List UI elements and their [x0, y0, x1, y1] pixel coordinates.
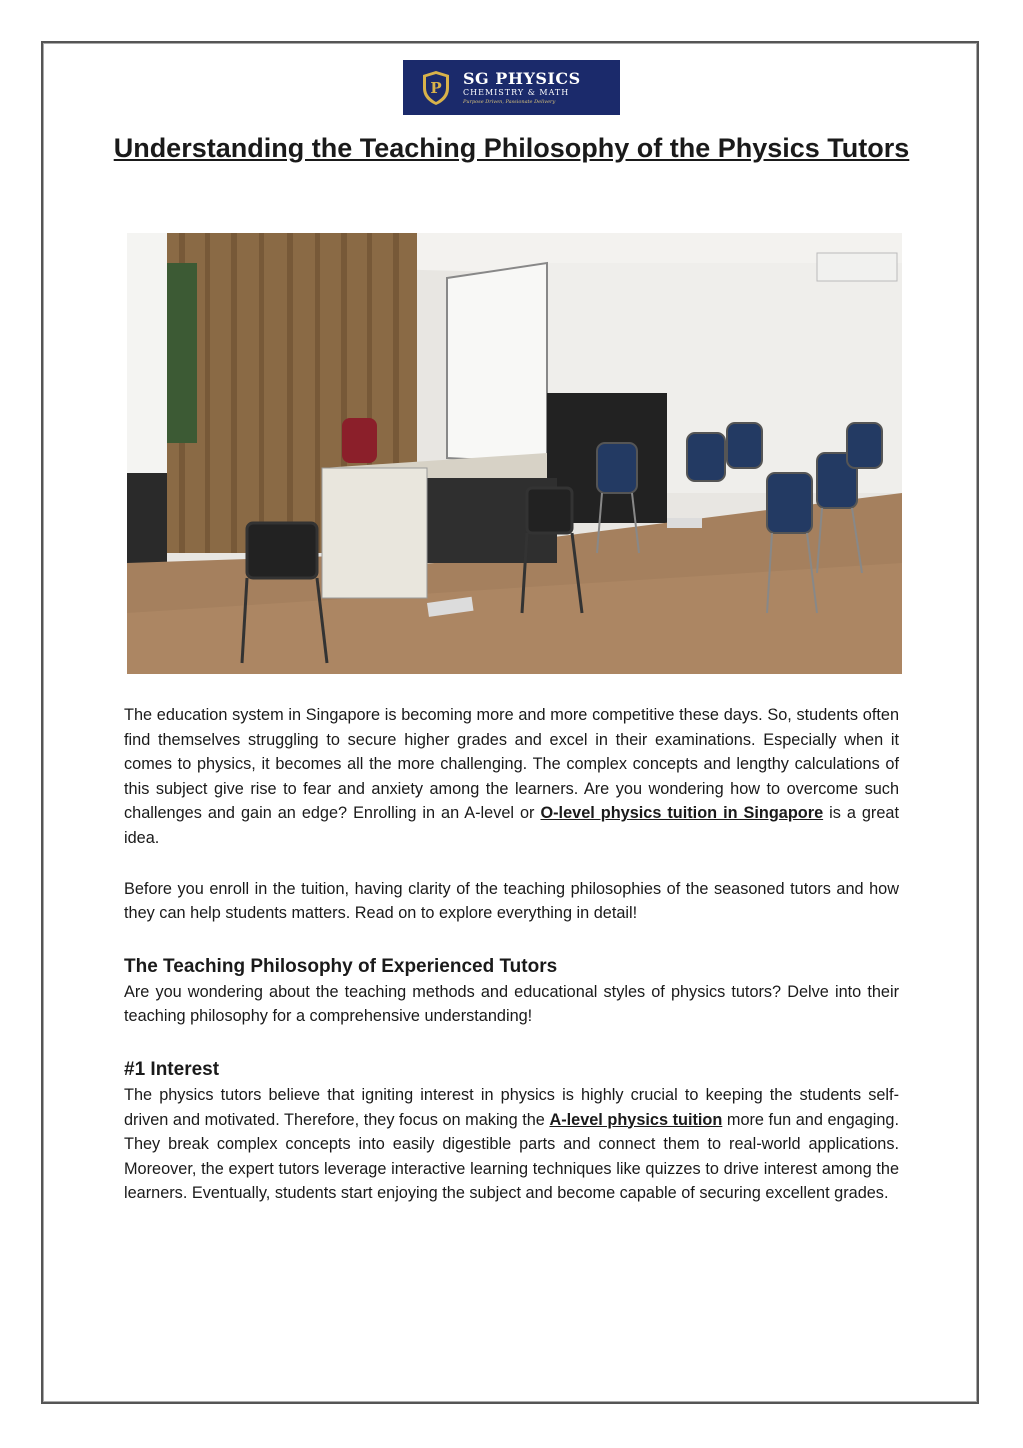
paragraph-interest-end: more fun and engaging. They break complex concepts into easily digestible parts and connect them to real-world applications. Moreover, the expert tutors leverage interactive learning techniques like quizzes to drive interest among the learners. Eventually, students start enjoying the subject and become capable of securing excellent grades.: [124, 1110, 900, 1203]
a-level-tuition-link[interactable]: A-level physics tuition: [549, 1110, 723, 1129]
logo-badge-letter: P: [430, 78, 442, 97]
paragraph-intro-end: is a great idea.: [124, 804, 899, 847]
article-body: [124, 703, 899, 1206]
interest-heading: #1 Interest: [124, 1058, 220, 1080]
brand-logo[interactable]: [403, 60, 620, 115]
logo-tagline: Purpose Driven, Passionate Delivery: [463, 98, 556, 105]
page-title: Understanding the Teaching Philosophy of the Physics Tutors: [113, 133, 910, 163]
logo-subtitle: CHEMISTRY & MATH: [463, 87, 570, 97]
paragraph-interest-text: The physics tutors believe that igniting interest in physics is highly crucial to keeping the students self-driven and motivated. Therefore, they focus on making the: [124, 1085, 899, 1129]
section-heading: The Teaching Philosophy of Experienced Tutors: [124, 955, 558, 977]
paragraph-interest: [124, 1083, 899, 1206]
paragraph-enroll: Before you enroll in the tuition, having clarity of the teaching philosophies of the seasoned tutors and how they can help students matters. Read on to explore everything in detail!: [124, 879, 899, 923]
o-level-tuition-link[interactable]: O-level physics tuition in Singapore: [540, 804, 824, 823]
paragraph-intro: [124, 703, 899, 851]
paragraph-intro-text: The education system in Singapore is becoming more and more competitive these days. So, students often find themselves struggling to secure higher grades and excel in their examinations. Especially when it comes to physics, it becomes all the more challenging. The complex concepts and lengthy calculations of this subject give rise to fear and anxiety among the learners. Are you wondering how to overcome such challenges and gain an edge? Enrolling in an A-level or: [124, 706, 899, 823]
classroom-photo: [127, 233, 902, 674]
paragraph-methods: Are you wondering about the teaching methods and educational styles of physics tutors? Delve into their teaching philosophy for a comprehensive understanding!: [124, 982, 899, 1026]
logo-text: [463, 68, 581, 105]
logo-title: SG PHYSICS: [463, 68, 581, 88]
shield-icon: [421, 70, 451, 106]
